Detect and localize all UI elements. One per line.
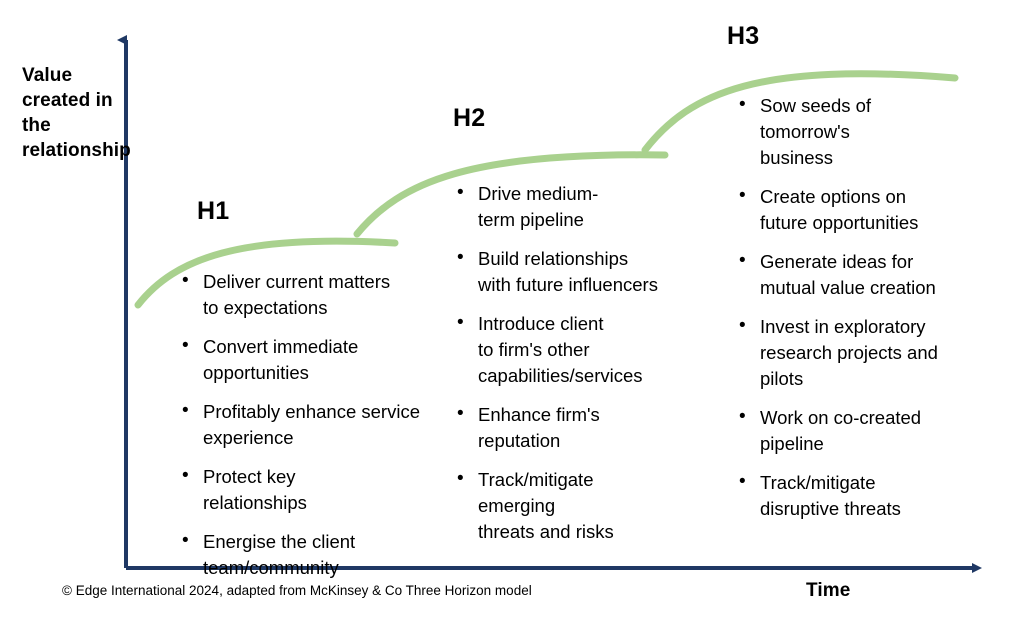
bullet-line: future opportunities	[760, 212, 919, 233]
bullet-line: threats and risks	[478, 521, 614, 542]
bullet-line: team/community	[203, 557, 339, 578]
bullet-line: • Work on co-created	[760, 407, 922, 428]
bullet-line: research projects and	[760, 342, 938, 363]
bullet-line: tomorrow's	[760, 121, 850, 142]
x-axis-label: Time	[806, 580, 851, 601]
bullet-item	[180, 464, 450, 516]
bullet-item	[737, 93, 967, 171]
bullet-line: • Introduce client	[478, 313, 604, 334]
bullet-line: • Create options on	[760, 186, 907, 207]
bullet-item	[180, 334, 450, 386]
bullet-item	[737, 249, 967, 301]
bullet-item	[455, 467, 690, 545]
bullet-line: • Deliver current matters	[203, 271, 391, 292]
bullet-item	[737, 184, 967, 236]
bullet-line: pipeline	[760, 433, 824, 454]
bullet-item	[455, 246, 690, 298]
bullet-line: • Generate ideas for	[760, 251, 914, 272]
horizon-title-h3: H3	[727, 22, 760, 50]
bullet-line: mutual value creation	[760, 277, 936, 298]
horizon-bullets-h1	[180, 269, 450, 581]
bullet-line: • Energise the client	[203, 531, 356, 552]
bullet-line: • Invest in exploratory	[760, 316, 926, 337]
horizon-bullets-h3	[737, 93, 967, 522]
bullet-line: • Enhance firm's	[478, 404, 600, 425]
bullet-line: with future influencers	[478, 274, 658, 295]
bullet-line: emerging	[478, 495, 556, 516]
bullet-line: • Build relationships	[478, 248, 629, 269]
bullet-line: capabilities/services	[478, 365, 643, 386]
bullet-item	[455, 311, 690, 389]
horizon-title-h1: H1	[197, 197, 230, 225]
bullet-item	[737, 405, 967, 457]
bullet-line: opportunities	[203, 362, 309, 383]
bullet-line: • Track/mitigate	[760, 472, 876, 493]
bullet-item	[737, 314, 967, 392]
bullet-line: • Track/mitigate	[478, 469, 594, 490]
horizon-bullets-h2	[455, 181, 690, 545]
bullet-line: to expectations	[203, 297, 328, 318]
bullet-item	[180, 399, 450, 451]
bullet-item	[455, 181, 690, 233]
bullet-line: • Sow seeds of	[760, 95, 872, 116]
bullet-line: • Protect key	[203, 466, 296, 487]
horizon-title-h2: H2	[453, 104, 486, 132]
bullet-line: term pipeline	[478, 209, 584, 230]
bullet-item	[737, 470, 967, 522]
bullet-item	[455, 402, 690, 454]
bullet-line: • Drive medium-	[478, 183, 599, 204]
bullet-line: experience	[203, 427, 294, 448]
bullet-item	[180, 529, 450, 581]
bullet-line: reputation	[478, 430, 561, 451]
bullet-line: pilots	[760, 368, 804, 389]
bullet-line: relationships	[203, 492, 307, 513]
bullet-line: to firm's other	[478, 339, 590, 360]
bullet-line: • Profitably enhance service	[203, 401, 420, 422]
y-axis-label: Value created in the relationship	[22, 65, 131, 161]
bullet-line: business	[760, 147, 834, 168]
bullet-line: disruptive threats	[760, 498, 901, 519]
footnote: © Edge International 2024, adapted from McKinsey & Co Three Horizon model	[62, 583, 532, 598]
bullet-item	[180, 269, 450, 321]
bullet-line: • Convert immediate	[203, 336, 359, 357]
